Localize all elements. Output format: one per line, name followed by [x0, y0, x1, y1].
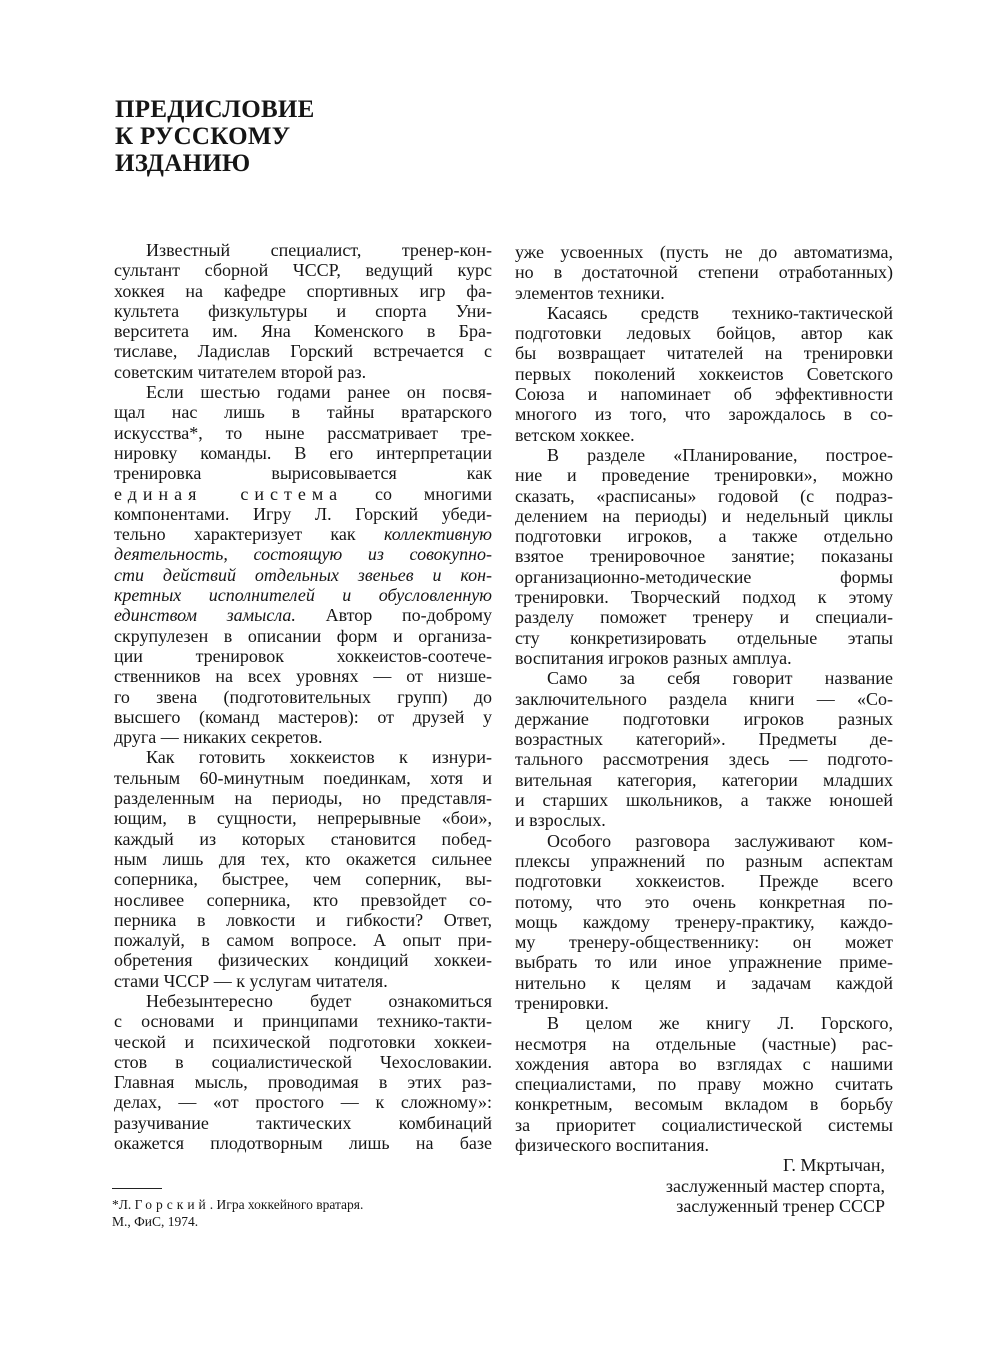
text-line: многого из того, что зарождалось в со- — [515, 404, 893, 425]
text-line: тельным 60-минутным поединкам, хотя и — [114, 767, 492, 788]
text-line — [114, 605, 492, 625]
paragraph — [114, 747, 492, 991]
text-line: стами ЧССР — к услугам читателя. — [114, 970, 388, 991]
text-line: ческой и психической подготовки хоккеи- — [114, 1031, 492, 1052]
text-line: нительно к целям и задачам каждой — [515, 972, 893, 993]
text-line: ветском хоккее. — [515, 424, 635, 445]
text-line: подготовки хоккеистов. Прежде всего — [515, 871, 893, 892]
text-line: обретения физических кондиций хоккеи- — [114, 950, 492, 971]
text-line: Известный специалист, тренер-кон- — [146, 240, 492, 260]
paragraph — [515, 1013, 893, 1155]
text-line: разделу поможет тренеру и специали- — [515, 607, 893, 628]
paragraph — [515, 831, 893, 1014]
text-line: воспитания игроков разных амплуа. — [515, 647, 792, 668]
text-line — [114, 585, 492, 605]
italic-text: кретных исполнителей и обусловленную — [114, 585, 492, 606]
text-line: го звена (подготовительных групп) до — [114, 686, 492, 707]
text-line: нировку команды. В его интерпретации — [114, 442, 492, 463]
text-line: пожалуй, в самом вопросе. А опыт при- — [114, 930, 492, 951]
text-line: первых поколений хоккеистов Советского — [515, 363, 893, 384]
signature — [515, 1155, 893, 1216]
text-line: несмотря на отдельные (частные) рас- — [515, 1033, 893, 1054]
paragraph — [515, 242, 893, 303]
text-line — [114, 565, 492, 585]
text-line: тренировки. Творческий подход к этому — [515, 587, 893, 608]
text-line: скрупулезен в описании форм и организа- — [114, 625, 492, 646]
text-line: подготовки ледовых бойцов, автор как — [515, 323, 893, 344]
text-line: носливее соперника, кто превзойдет со- — [114, 889, 492, 910]
text-line: возрастных категорий». Предметы де- — [515, 729, 893, 750]
text-line: высшего (команд мастеров): от друзей у — [114, 706, 492, 727]
text-line: ции тренировок хоккеистов-соотече- — [114, 645, 492, 666]
text-line: и взрослых. — [515, 810, 606, 831]
text-line: организационно-методические формы — [515, 566, 893, 587]
text-line: сказать, «расписаны» годовой (с подраз- — [515, 485, 893, 506]
text-line: В целом же книгу Л. Горского, — [547, 1013, 893, 1034]
footnote-publisher: М., ФиС, 1974. — [112, 1214, 199, 1229]
title-line: К РУССКОМУ — [115, 123, 291, 150]
text-line — [114, 524, 492, 544]
text-line: за приоритет социалистической системы — [515, 1114, 893, 1135]
text-line: тиславе, Ладислав Горский встречается с — [114, 341, 492, 362]
text-line: конкретным, весомым вкладом в борьбу — [515, 1094, 893, 1115]
text-line: му тренеру-общественнику: он может — [515, 932, 893, 953]
text-segment: Автор по-доброму — [295, 605, 493, 626]
text-segment: тельно характеризует как — [114, 524, 384, 545]
text-line: стов в социалистической Чехословакии. — [114, 1051, 492, 1072]
text-line: искусства*, то ныне рассматривает тре- — [114, 422, 492, 443]
text-segment: со многими — [343, 483, 492, 504]
right-column-body — [515, 242, 893, 1155]
paragraph — [515, 668, 893, 830]
text-line: подготовки игроков, а также отдельно — [515, 526, 893, 547]
text-line: ющим, в сущности, непрерывные «бои», — [114, 808, 492, 829]
footnote-title: . Игра хоккейного вратаря. — [209, 1197, 364, 1212]
text-line: но в достаточной степени отработанных) — [515, 262, 893, 283]
signature-title: заслуженный мастер спорта, — [665, 1175, 885, 1196]
paragraph — [114, 240, 492, 382]
text-line: мощь каждому тренеру-практику, каждо- — [515, 911, 893, 932]
text-line: окажется плодотворным лишь на базе — [114, 1133, 492, 1154]
text-line: делах, — «от простого — к сложному»: — [114, 1092, 492, 1113]
text-line: каждый из которых становится побед- — [114, 828, 492, 849]
text-line: Само за себя говорит название — [547, 668, 893, 689]
text-line: Небезынтересно будет ознакомиться — [146, 990, 492, 1011]
text-line: советским читателем второй раз. — [114, 361, 367, 382]
title-line: ИЗДАНИЮ — [115, 150, 251, 177]
page-title — [115, 96, 315, 177]
text-line: хоккея на кафедре спортивных игр фа- — [114, 280, 492, 301]
text-line: друга — никаких секретов. — [114, 727, 323, 748]
text-line: вительная категория, категории младших — [515, 769, 893, 790]
text-line — [114, 544, 492, 564]
signature-name: Г. Мкртычан, — [782, 1155, 885, 1176]
text-line: уже усвоенных (пусть не до автоматизма, — [515, 242, 893, 262]
text-line: хождения автора во взглядах с нашими — [515, 1053, 893, 1074]
text-line: ным лишь для тех, кто окажется сильнее — [114, 848, 492, 869]
text-line: верситета им. Яна Коменского в Бра- — [114, 321, 492, 342]
italic-text: коллективную — [383, 524, 492, 545]
footnote-marker: *Л. — [112, 1197, 135, 1212]
footnote — [112, 1196, 492, 1230]
text-line: Касаясь средств технико-тактической — [547, 302, 893, 323]
text-line: Если шестью годами ранее он посвя- — [146, 382, 492, 403]
paragraph — [515, 303, 893, 445]
text-line: В разделе «Планирование, построе- — [547, 444, 893, 465]
text-line: перника в ловкости и гибкости? Ответ, — [114, 909, 492, 930]
text-line — [114, 484, 492, 504]
text-line: держание подготовки игроков разных — [515, 708, 893, 729]
text-line: Главная мысль, проводимая в этих раз- — [114, 1072, 492, 1093]
paragraph — [114, 382, 492, 747]
text-line: Союза и напоминает об эффективности — [515, 384, 893, 405]
text-line: культета физкультуры и спорта Уни- — [114, 300, 492, 321]
paragraph — [114, 991, 492, 1153]
text-line: потому, что это очень конкретная по- — [515, 891, 893, 912]
footnote-author: Горский — [134, 1197, 210, 1212]
spaced-emphasis-text: единая система — [114, 483, 344, 504]
text-line: элементов техники. — [515, 282, 665, 303]
text-line: тального рассмотрения здесь — подгото- — [515, 749, 893, 770]
text-line: специалистами, по праву можно считать — [515, 1074, 893, 1095]
text-line: сту конкретизировать отдельные этапы — [515, 627, 893, 648]
text-line: соперника, быстрее, чем соперник, вы- — [114, 869, 492, 890]
left-column — [114, 240, 492, 1153]
paragraph — [515, 445, 893, 668]
text-line: взятое тренировочное занятие; показаны — [515, 546, 893, 567]
italic-text: деятельность, состоящую из совокупно- — [114, 544, 492, 565]
text-line: компонентами. Игру Л. Горский убеди- — [114, 503, 492, 524]
text-line: делением на периоды) и недельный циклы — [515, 505, 893, 526]
text-line: Особого разговора заслуживают ком- — [547, 830, 893, 851]
italic-text: сти действий отдельных звеньев и кон- — [114, 564, 492, 585]
signature-title: заслуженный тренер СССР — [676, 1195, 885, 1216]
footnote-divider — [112, 1188, 162, 1189]
right-column — [515, 242, 893, 1216]
text-line: с основами и принципами технико-такти- — [114, 1011, 492, 1032]
title-line: ПРЕДИСЛОВИЕ — [115, 96, 315, 123]
text-line: плексы упражнений по разным аспектам — [515, 850, 893, 871]
text-line: заключительного раздела книги — «Со- — [515, 688, 893, 709]
text-line: тренировки. — [515, 992, 609, 1013]
text-line: щал нас лишь в тайны вратарского — [114, 402, 492, 423]
text-line: Как готовить хоккеистов к изнури- — [146, 747, 492, 768]
text-line: выбрать то или иное упражнение приме- — [515, 952, 893, 973]
italic-text: единством замысла. — [114, 605, 296, 626]
text-line: разучивание тактических комбинаций — [114, 1112, 492, 1133]
text-line: сультант сборной ЧССР, ведущий курс — [114, 260, 492, 281]
text-line: ние и проведение тренировки», можно — [515, 465, 893, 486]
text-line: тренировка вырисовывается как — [114, 463, 492, 484]
text-line: и старших школьников, а также юношей — [515, 790, 893, 811]
text-line: физического воспитания. — [515, 1135, 709, 1156]
text-line: разделенным на периоды, но представля- — [114, 788, 492, 809]
text-line: бы возвращает читателей на тренировки — [515, 343, 893, 364]
text-line: ственников на всех уровнях — от низше- — [114, 666, 492, 687]
